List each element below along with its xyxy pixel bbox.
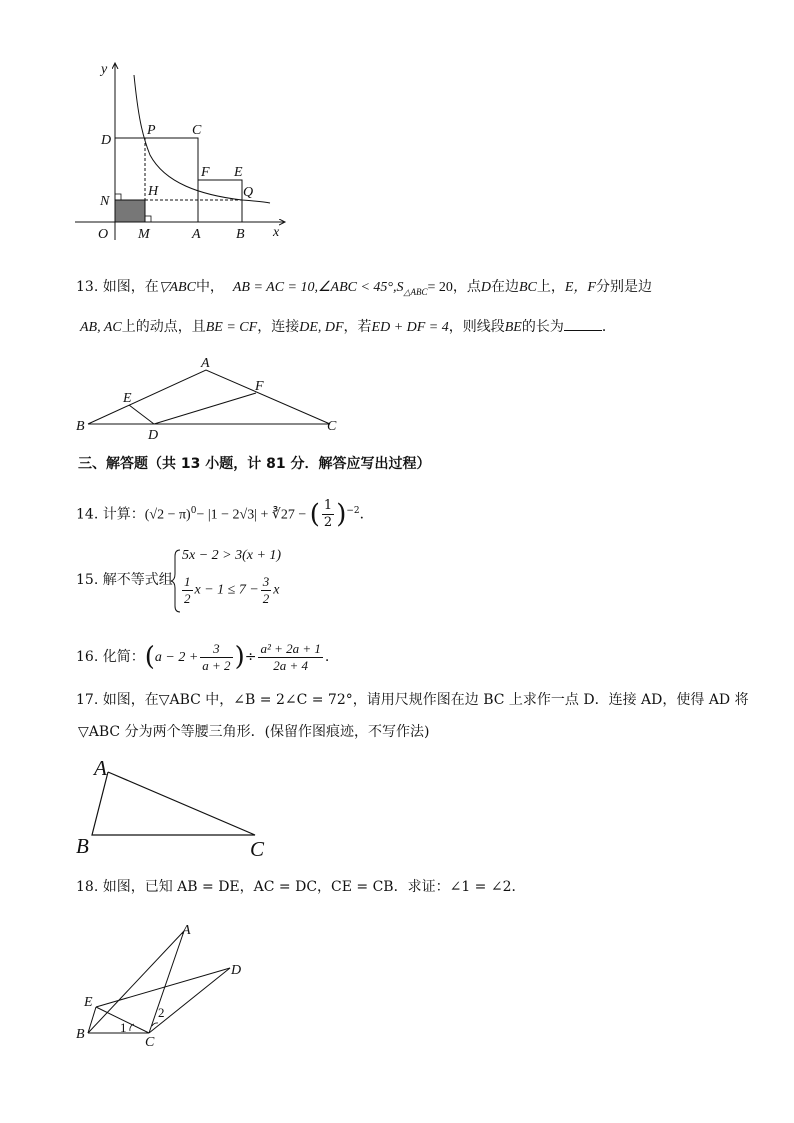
q13-text: 在边 [490, 279, 519, 295]
q14-text: ． [359, 506, 374, 523]
q13-text: 上的动点，且 [121, 319, 206, 335]
q13-segments: AB, AC [80, 320, 122, 335]
q14-exponent: 0 [190, 506, 197, 516]
q13-condition-sub: △ABC [403, 286, 428, 297]
answer-blank[interactable] [564, 316, 602, 331]
q16: 16. 化简：(a − 2 + $\frac{3}{a + 2}$ )÷ $\frac{\text{a² + 2a + 1}}{2a + 4}$ . [76, 640, 330, 673]
q16-text: 化简： [102, 649, 145, 665]
q13-label-E: E [123, 391, 132, 406]
q13-equation: BE = CF [205, 320, 258, 335]
q13-equation: ED + DF = 4 [371, 320, 449, 335]
label-P: P [147, 123, 156, 138]
label-M: M [138, 227, 150, 242]
q17-text: 如图，在▽ABC 中，∠B = 2∠C = 72°，请用尺规作图在边 BC 上求作一点 D．连接 AD，使得 AD 将 [102, 692, 749, 708]
q13-text: 分别是边 [595, 279, 652, 295]
label-E: E [234, 165, 243, 180]
q14: 14. 计算：$(√2 - \pi)^0- |1 - 2√3|$ + ∛27 − ( $\frac{1}{2}$ )$^{-2}$． [76, 498, 374, 531]
label-F: F [201, 165, 210, 180]
q17-label-C: C [250, 837, 265, 861]
label-H: H [148, 184, 159, 199]
q15-system [170, 546, 310, 616]
q13-text: 如图，在 [102, 279, 159, 295]
label-D: D [101, 133, 112, 148]
label-Q: Q [243, 185, 254, 200]
q14-cube-root: ∛27 [271, 507, 295, 523]
q17-figure [72, 752, 282, 862]
q13-label-D: D [148, 428, 159, 443]
q18-angle-1: 1 [120, 1020, 127, 1035]
q17-text: ▽ABC 分为两个等腰三角形．(保留作图痕迹，不写作法) [78, 724, 430, 740]
q14-exponent: −2 [346, 506, 360, 516]
q13-segment: BE [504, 320, 522, 335]
q16-fraction-2: $\frac{\text{a² + 2a + 1}}{2a + 4}$ [260, 640, 321, 673]
q18-number: 18. [76, 879, 99, 895]
q13-text: 的长为 [521, 319, 564, 335]
q13-label-B: B [76, 419, 85, 434]
q15-number: 15. [76, 572, 99, 588]
q13-condition-end: = 20 [427, 280, 453, 295]
q18-label-B: B [76, 1027, 85, 1042]
q13-label-C: C [327, 419, 337, 434]
q13-condition: AB = AC = 10,∠ABC < 45°,S [232, 280, 404, 295]
q13-text: ，连接 [257, 319, 300, 335]
q15-label [76, 570, 173, 590]
q14-fraction: $\frac{1}{2}$ [323, 498, 333, 531]
q16-text: . [324, 649, 330, 665]
q13-figure [72, 352, 352, 442]
q16-number: 16. [76, 649, 99, 665]
q13-text: 中， [195, 279, 224, 295]
coordinate-figure [70, 55, 300, 250]
q14-term: − |1 − 2√3| + [196, 507, 272, 523]
q17-label-A: A [94, 756, 107, 780]
q15-inequality-1: 5x − 2 > 3(x + 1) [182, 548, 282, 563]
q14-number: 14. [76, 506, 99, 523]
label-N: N [100, 194, 110, 209]
q13-segment: BC [518, 280, 537, 295]
section-heading: 三、解答题（共 13 小题，计 81 分．解答应写出过程） [78, 456, 431, 472]
label-y: y [101, 62, 108, 77]
q16-term: a − 2 + [154, 650, 199, 665]
q13-text: ，若 [343, 319, 372, 335]
q17-line2 [78, 722, 430, 742]
q15-text: 解不等式组 [102, 572, 173, 588]
q17-line1 [76, 690, 749, 710]
q14-term: (√2 − π) [144, 507, 191, 523]
q18-figure [72, 920, 262, 1050]
q13-line1 [76, 277, 652, 302]
label-A: A [192, 227, 201, 242]
q13-label-A: A [201, 356, 210, 371]
q18 [76, 877, 526, 897]
q13-text: ，则线段 [448, 319, 505, 335]
label-B: B [236, 227, 245, 242]
label-C: C [192, 123, 202, 138]
q13-text: 上， [536, 279, 565, 295]
q16-divide: ÷ [244, 649, 257, 665]
q18-label-C: C [145, 1035, 155, 1050]
q13-text: ． [601, 319, 616, 335]
q13-triangle: ▽ABC [158, 280, 196, 295]
q16-fraction-1: $\frac{3}{a + 2}$ [202, 640, 231, 673]
q17-label-B: B [76, 834, 89, 858]
q13-point: D [480, 280, 491, 295]
q13-segments: DE, DF [299, 320, 344, 335]
q13-points: E，F [564, 280, 596, 295]
q13-text: ，点 [452, 279, 481, 295]
q17-number: 17. [76, 692, 99, 708]
q15-inequality-2: $\frac{1}{2}$ x − 1 ≤ 7 − $\frac{3}{2}$ x [184, 574, 280, 606]
q13-number: 13. [76, 279, 99, 295]
q13-label-F: F [255, 379, 264, 394]
q14-text: 计算： [102, 506, 145, 523]
q14-term: − [294, 507, 310, 523]
q18-text: 如图，已知 AB = DE，AC = DC，CE = CB．求证：∠1 = ∠2． [102, 879, 526, 895]
q18-label-D: D [231, 963, 242, 978]
label-x: x [273, 225, 280, 240]
q18-label-E: E [84, 995, 93, 1010]
label-O: O [98, 227, 109, 242]
q18-label-A: A [182, 923, 191, 938]
q18-angle-2: 2 [158, 1005, 165, 1020]
q13-line2 [80, 316, 616, 338]
